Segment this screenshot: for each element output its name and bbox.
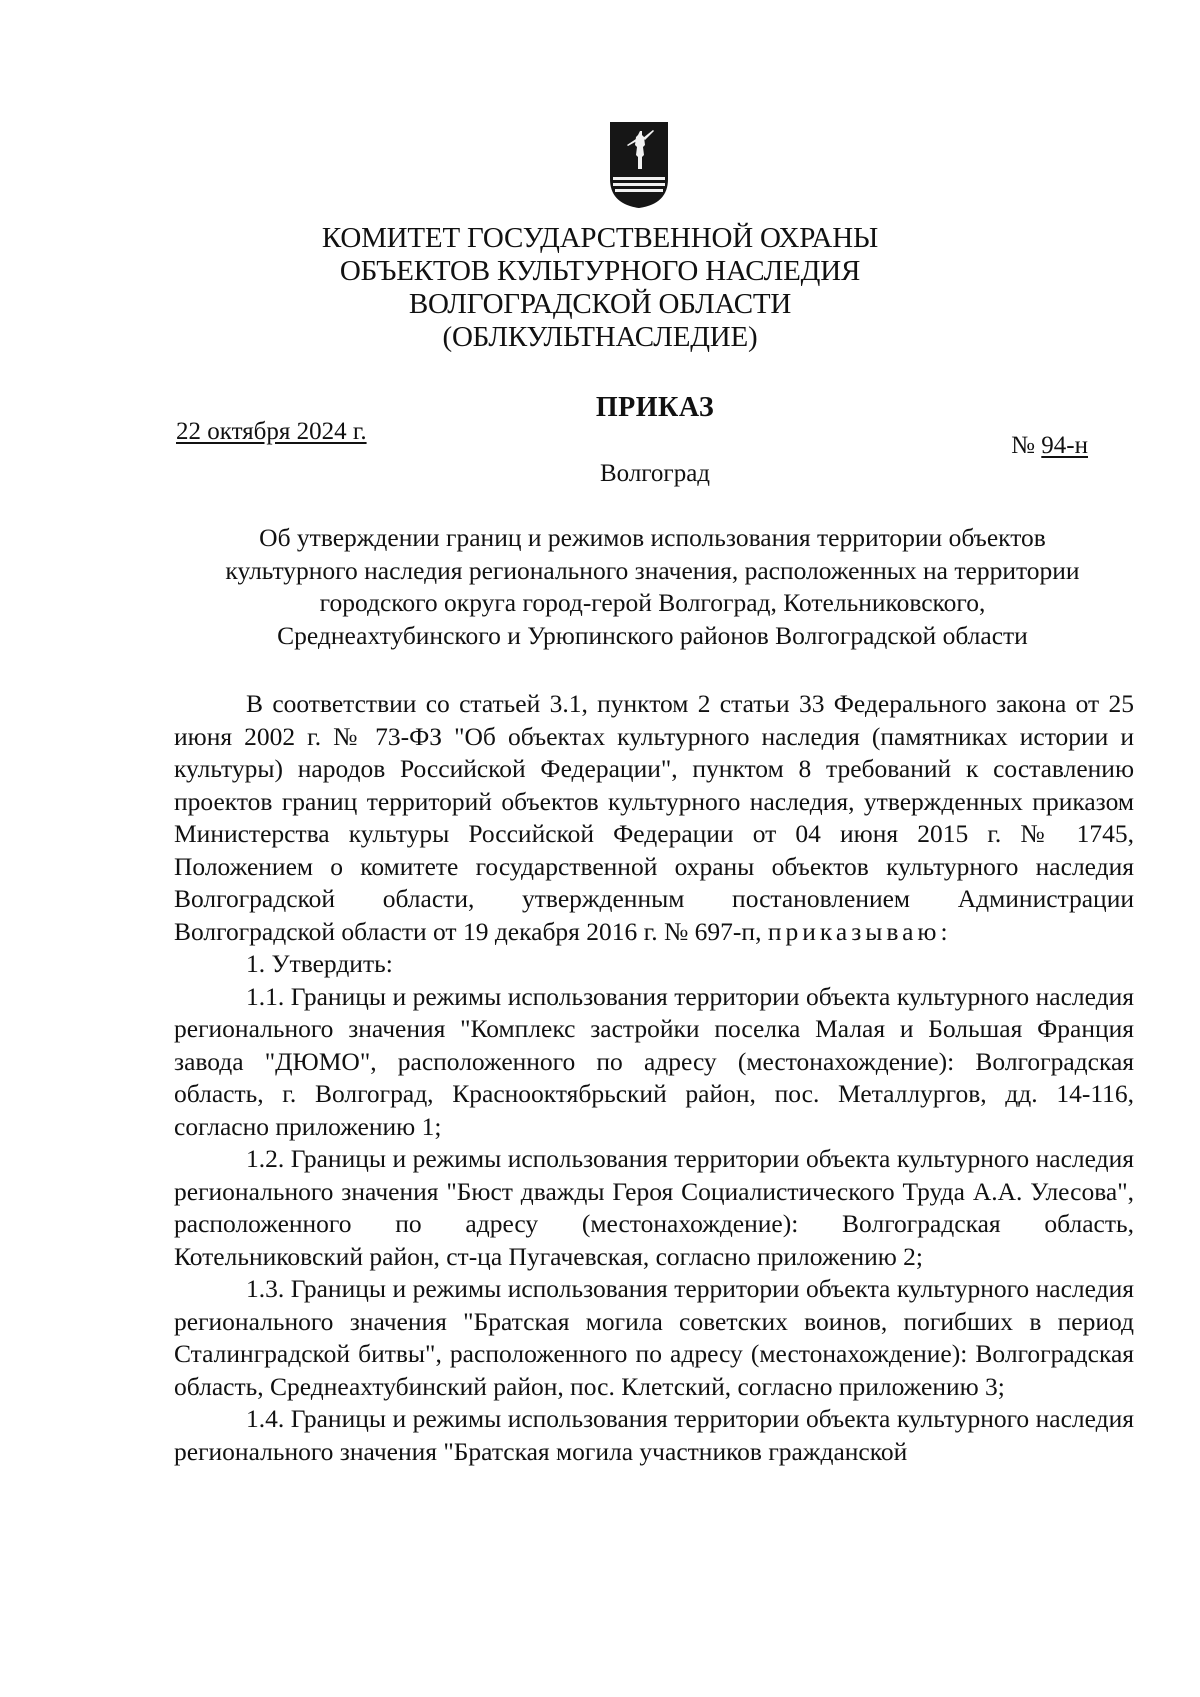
subject-line-1: Об утверждении границ и режимов использования территории объектов bbox=[259, 523, 1046, 552]
order-body bbox=[174, 688, 1134, 1468]
subject-line-4: Среднеахтубинского и Урюпинского районов Волгоградской области bbox=[277, 620, 1028, 650]
order-number-value: 94-н bbox=[1041, 432, 1088, 459]
preamble-paragraph bbox=[174, 688, 1134, 948]
org-line-4: (ОБЛКУЛЬТНАСЛЕДИЕ) bbox=[442, 321, 758, 353]
org-line-2: ОБЪЕКТОВ КУЛЬТУРНОГО НАСЛЕДИЯ bbox=[339, 255, 861, 287]
order-city: Волгоград bbox=[599, 460, 711, 487]
item-1-1: 1.1. Границы и режимы использования территории объекта культурного наследия регионального значения "Комплекс застройки поселка Малая и Большая Франция завода "ДЮМО", расположенного по адресу (местонахождение): Волгоградская область, г. Волгоград, Краснооктябрьский район, пос. Металлургов, дд. 14-116, согласно приложению 1; bbox=[174, 981, 1134, 1141]
order-title: ПРИКАЗ bbox=[595, 392, 715, 423]
item-1-2: 1.2. Границы и режимы использования территории объекта культурного наследия регионального значения "Бюст дважды Героя Социалистического Труда А.А. Улесова", расположенного по адресу (местонахождение): Волгоградская область, Котельниковский район, ст-ца Пугачевская, согласно приложению 2; bbox=[174, 1144, 1134, 1271]
item-1: 1. Утвердить: bbox=[246, 949, 393, 978]
order-subject bbox=[170, 522, 1135, 652]
org-line-3: ВОЛГОГРАДСКОЙ ОБЛАСТИ bbox=[408, 288, 792, 320]
order-number bbox=[1011, 432, 1088, 460]
subject-line-3: городского округа город-герой Волгоград, Котельниковского, bbox=[319, 588, 986, 617]
preamble-text: В соответствии со статьей 3.1, пунктом 2 статьи 33 Федерального закона от 25 июня 2002 г. № 73-ФЗ "Об объектах культурного наследия (памятниках истории и культуры) народов Российской Федерации", пунктом 8 требований к составлению проектов границ территорий объектов культурного наследия, утвержденных приказом Министерства культуры Российской Федерации от 04 июня 2015 г. № 1745, Положением о комитете государственной охраны объектов культурного наследия Волгоградской области, утвержденным постановлением Администрации Волгоградской области от 19 декабря 2016 г. № 697-п, bbox=[174, 689, 1134, 946]
order-number-prefix: № bbox=[1011, 432, 1042, 459]
order-date: 22 октября 2024 г. bbox=[176, 418, 367, 445]
item-1-4: 1.4. Границы и режимы использования территории объекта культурного наследия регионального значения "Братская могила участников гражданской bbox=[174, 1404, 1134, 1466]
order-word: приказываю: bbox=[767, 916, 952, 946]
coat-of-arms-emblem bbox=[609, 121, 669, 209]
item-1-3: 1.3. Границы и режимы использования территории объекта культурного наследия регионального значения "Братская могила советских воинов, погибших в период Сталинградской битвы", расположенного по адресу (местонахождение): Волгоградская область, Среднеахтубинский район, пос. Клетский, согласно приложению 3; bbox=[174, 1274, 1134, 1401]
org-line-1: КОМИТЕТ ГОСУДАРСТВЕННОЙ ОХРАНЫ bbox=[321, 222, 879, 254]
subject-line-2: культурного наследия регионального значения, расположенных на территории bbox=[225, 555, 1080, 585]
organization-header bbox=[200, 222, 1000, 354]
